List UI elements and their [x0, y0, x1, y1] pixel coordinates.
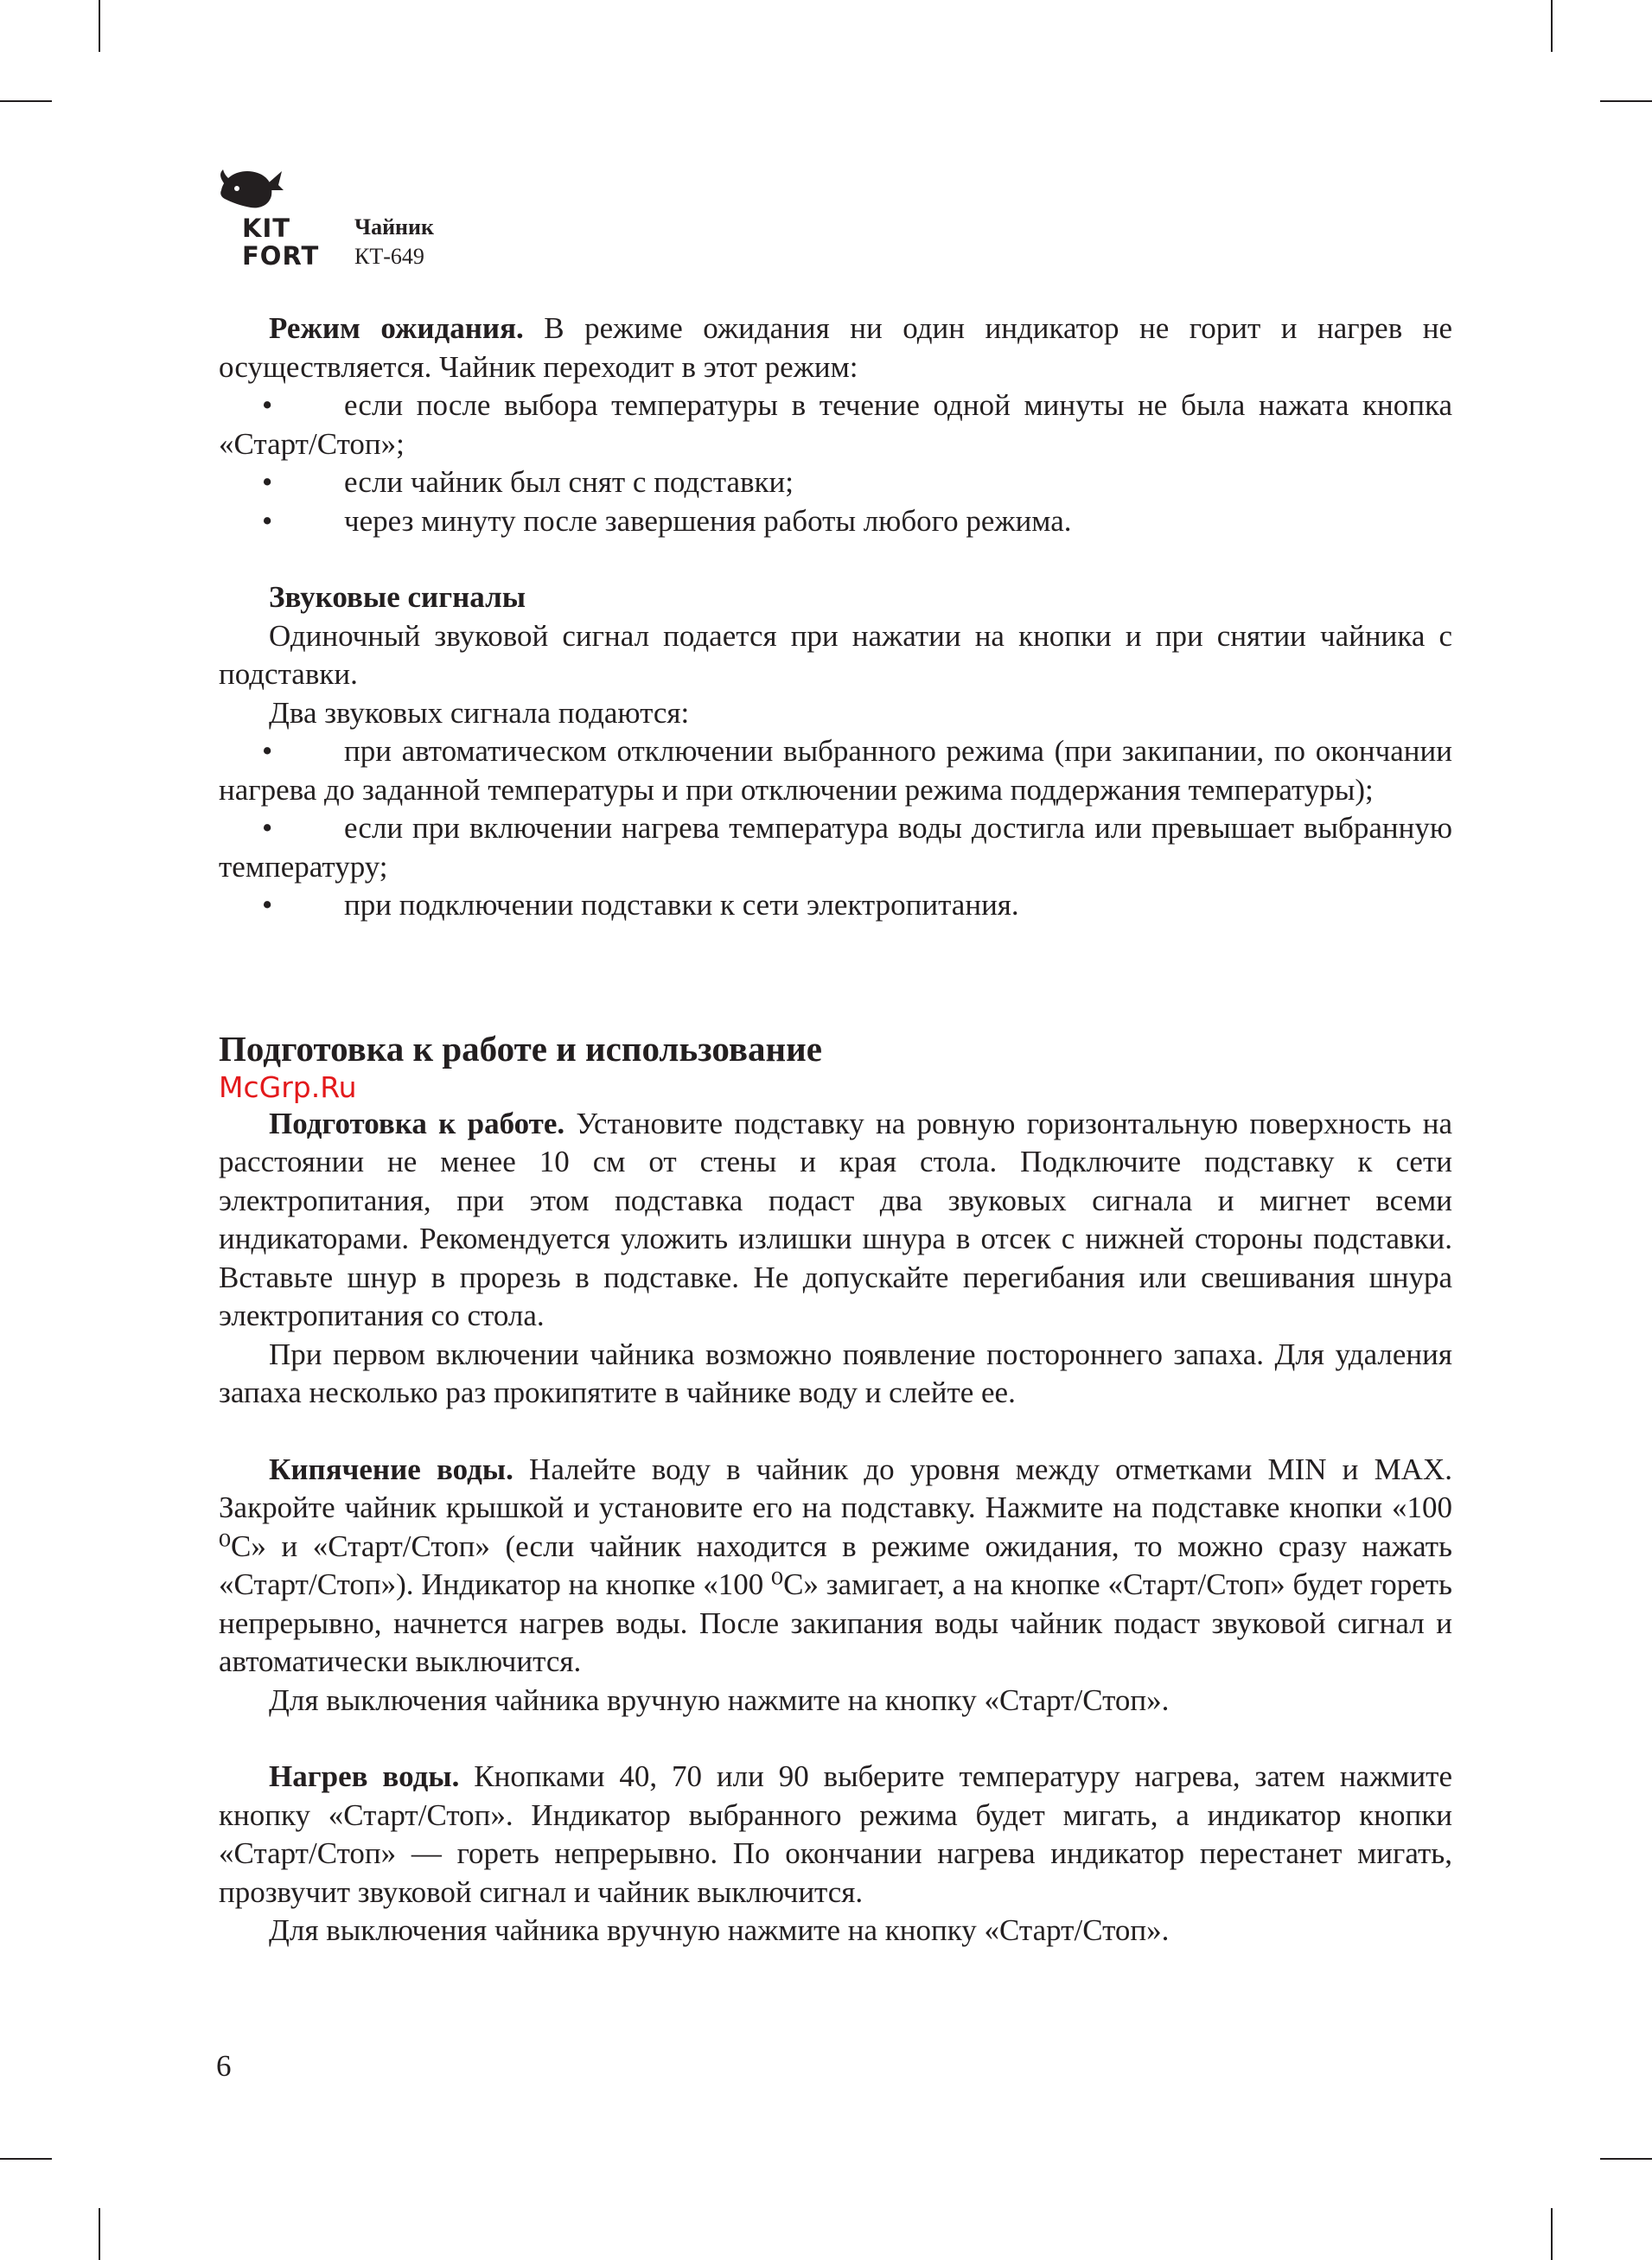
sounds-paragraph-1: Одиночный звуковой сигнал подается при нажатии на кнопки и при снятии чайника с подставки.: [219, 618, 1452, 691]
page-number: 6: [216, 2049, 232, 2083]
logo-text-kit: KIT: [242, 214, 291, 243]
crop-mark: [1551, 0, 1553, 52]
page-content: [219, 310, 1452, 1950]
crop-mark: [0, 2158, 52, 2160]
bullet-dot: •: [262, 388, 273, 422]
bullet-dot: •: [262, 503, 273, 538]
list-item: [219, 386, 1452, 463]
list-item-text: при автоматическом отключении выбранного режима (при закипании, по окончании нагрева до заданной температуры и при отключении режима поддержания температуры);: [219, 734, 1452, 807]
crop-mark: [1600, 2158, 1652, 2160]
standby-paragraph: [219, 310, 1452, 386]
product-name: Чайник: [354, 214, 435, 239]
boil-paragraph-2: Для выключения чайника вручную нажмите на кнопку «Старт/Стоп».: [269, 1682, 1170, 1717]
prep-text: Установите подставку на ровную горизонтальную поверхность на расстоянии не менее 10 см от стены и края стола. Подключите подставку к сети электропитания, при этом подставка подаст два звуковых сигнала и мигнет всеми индикаторами. Рекомендуется уложить излишки шнура в отсек с нижней стороны подставки. Вставьте шнур в прорезь в подставке. Не допускайте перегибания или свешивания шнура электропитания со стола.: [219, 1106, 1452, 1332]
spacer: [219, 1720, 1452, 1758]
list-item-text: если после выбора температуры в течение одной минуты не была нажата кнопка «Старт/Стоп»;: [219, 388, 1452, 461]
crop-mark: [1600, 100, 1652, 102]
crop-mark: [99, 0, 100, 52]
heat-title: Нагрев воды.: [269, 1759, 460, 1793]
standby-text: В режиме ожидания ни один индикатор не горит и нагрев не осуществляется. Чайник переходит в этот режим:: [219, 311, 1453, 384]
spacer: [219, 1413, 1452, 1451]
product-info: [354, 213, 434, 271]
list-item: [219, 809, 1452, 886]
logo-text-fort: FORT: [242, 241, 320, 271]
list-item-text: при подключении подставки к сети электропитания.: [344, 888, 1019, 922]
heat-text: Кнопками 40, 70 или 90 выберите температуру нагрева, затем нажмите кнопку «Старт/Стоп». Индикатор выбранного режима будет мигать, а индикатор кнопки «Старт/Стоп» — гореть непрерывно. По окончании нагрева индикатор перестанет мигать, прозвучит звуковой сигнал и чайник выключится.: [219, 1759, 1452, 1909]
list-item: [219, 502, 1452, 541]
bullet-dot: •: [262, 811, 273, 845]
list-item: [219, 463, 1452, 502]
prep-paragraph-2: При первом включении чайника возможно появление постороннего запаха. Для удаления запаха несколько раз прокипятите в чайнике воду и слейте ее.: [219, 1337, 1452, 1409]
heat-paragraph: [219, 1758, 1452, 1912]
prep-title: Подготовка к работе.: [269, 1106, 565, 1140]
sounds-title: Звуковые сигналы: [269, 580, 526, 614]
standby-title: Режим ожидания.: [269, 311, 524, 345]
bullet-dot: •: [262, 465, 273, 499]
boil-title: Кипячение воды.: [269, 1452, 513, 1486]
spacer: [219, 540, 1452, 578]
product-model: КТ-649: [354, 244, 424, 269]
spacer: [219, 925, 1452, 1027]
crop-mark: [99, 2208, 100, 2260]
whale-icon: [216, 164, 285, 213]
sounds-heading: [219, 578, 1452, 617]
list-item-text: через минуту после завершения работы любого режима.: [344, 503, 1072, 538]
list-item: [219, 886, 1452, 925]
prep-paragraph: [219, 1105, 1452, 1336]
kitfort-logo: [216, 164, 328, 277]
heat-paragraph-2: Для выключения чайника вручную нажмите на кнопку «Старт/Стоп».: [269, 1913, 1170, 1947]
bullet-dot: •: [262, 734, 273, 768]
list-item-text: если при включении нагрева температура воды достигла или превышает выбранную температуру;: [219, 811, 1452, 884]
bullet-dot: •: [262, 888, 273, 922]
boil-text: Налейте воду в чайник до уровня между отметками MIN и MAX. Закройте чайник крышкой и установите его на подставку. Нажмите на подставке кнопки «100 ⁰С» и «Старт/Стоп» (если чайник находится в режиме ожидания, то можно сразу нажать «Старт/Стоп»). Индикатор на кнопке «100 ⁰С» замигает, а на кнопке «Старт/Стоп» будет гореть непрерывно, начнется нагрев воды. После закипания воды чайник подаст звуковой сигнал и автоматически выключится.: [219, 1452, 1452, 1678]
crop-mark: [1551, 2208, 1553, 2260]
crop-mark: [0, 100, 52, 102]
boil-paragraph: [219, 1451, 1452, 1682]
list-item-text: если чайник был снят с подставки;: [344, 465, 794, 499]
list-item: [219, 732, 1452, 809]
page-header: [216, 164, 648, 277]
watermark: McGrp.Ru: [219, 1069, 357, 1104]
section-title: Подготовка к работе и использование: [219, 1028, 822, 1069]
logo-text: [242, 214, 319, 270]
sounds-paragraph-2: Два звуковых сигнала подаются:: [269, 695, 690, 730]
